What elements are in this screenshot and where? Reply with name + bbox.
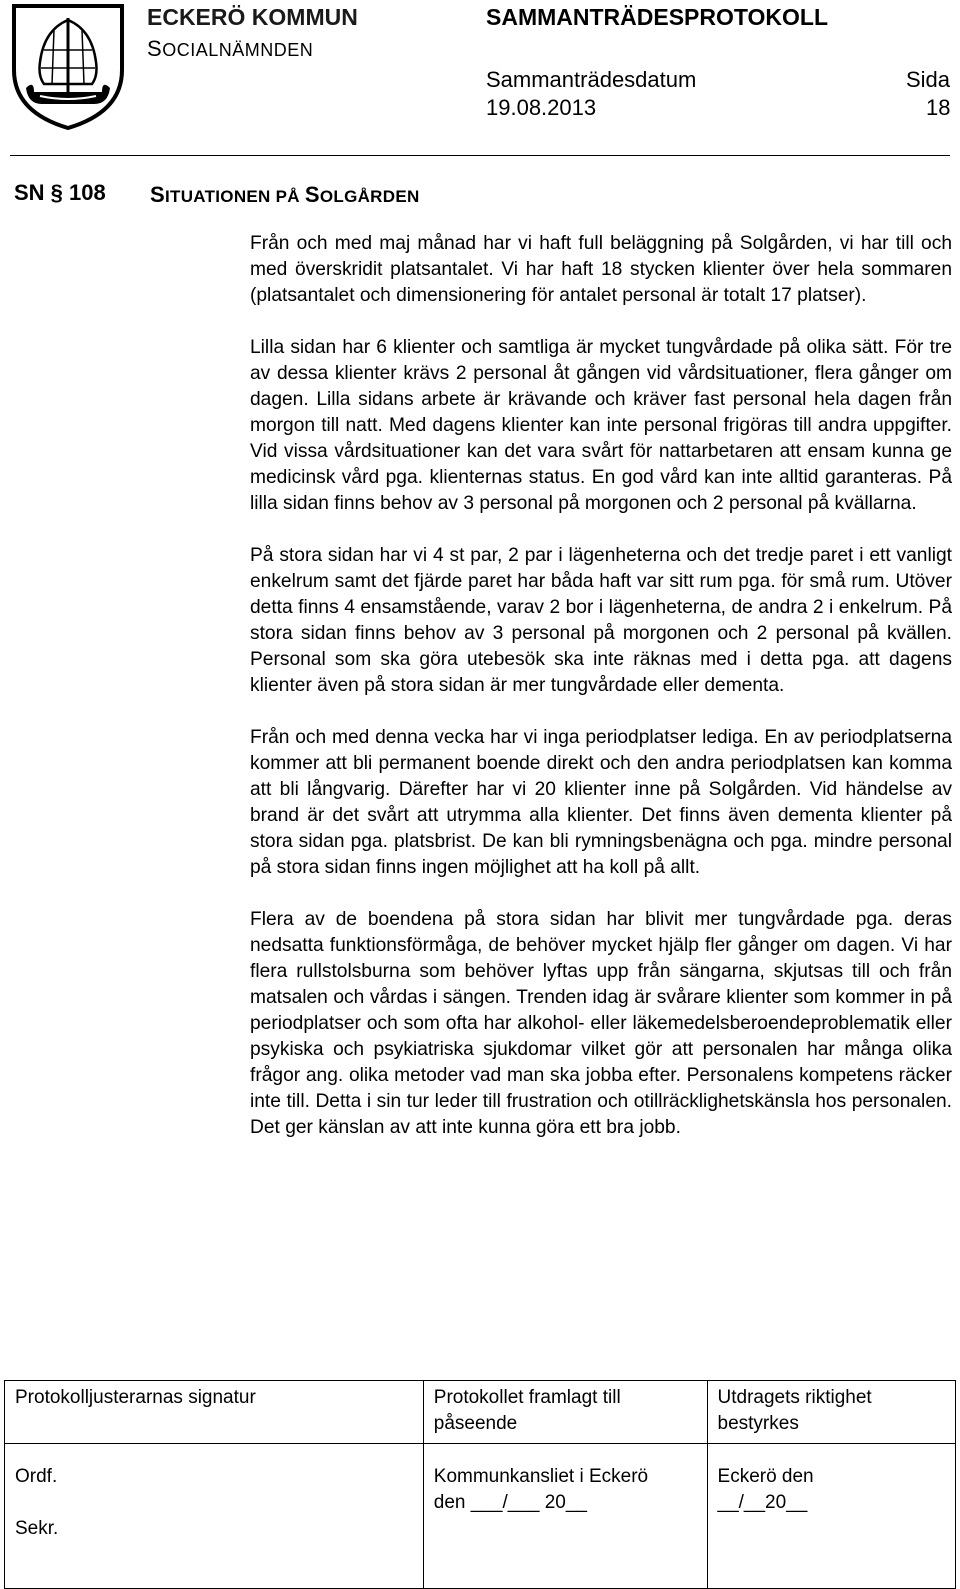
section-title xyxy=(150,182,420,208)
signature-cell xyxy=(5,1444,424,1589)
page-number: 18 xyxy=(926,95,951,120)
certified-cell xyxy=(707,1444,955,1589)
section-number: SN § 108 xyxy=(14,180,106,205)
committee-name xyxy=(147,36,313,62)
section-title-part-2: OLGÅRDEN xyxy=(319,187,420,206)
meeting-date-label: Sammanträdesdatum xyxy=(486,67,697,92)
committee-initial: S xyxy=(147,36,163,61)
certified-location: Eckerö den xyxy=(717,1466,814,1487)
section-title-cap-2: S xyxy=(304,182,320,207)
posted-date-field: den ___/___ 20__ xyxy=(433,1492,587,1513)
paragraph: Från och med maj månad har vi haft full beläggning på Solgården, vi har till och med överskridit platsantalet. Vi har haft 18 stycken klienter över hela sommaren (platsantalet och dimensionering för antalet personal är totalt 17 platser). xyxy=(250,233,952,306)
paragraph: På stora sidan har vi 4 st par, 2 par i lägenheterna och det tredje paret i ett vanligt enkelrum samt det fjärde paret har båda haft var sitt rum pga. för små rum. Utöver detta finns 4 ensamstående, varav 2 bor i lägenheterna, de andra 2 i enkelrum. På stora sidan finns behov av 3 personal på morgonen och 2 personal på kvällen. Personal som ska göra utebesök ska inte räknas med i detta pga. att dagens klienter även på stora sidan är mer tungvårdade eller dementa. xyxy=(250,545,952,696)
committee-rest: OCIALNÄMNDEN xyxy=(162,40,314,60)
document-title: SAMMANTRÄDESPROTOKOLL xyxy=(486,4,829,30)
municipality-coat-of-arms xyxy=(4,0,132,132)
certified-header: Utdragets riktighet bestyrkes xyxy=(707,1381,955,1444)
posted-cell xyxy=(423,1444,707,1589)
paragraph: Flera av de boendena på stora sidan har blivit mer tungvårdade pga. deras nedsatta funktionsförmåga, de behöver mycket hjälp fler gånger om dagen. Vi har flera rullstolsburna som behöver lyftas upp från sängarna, skjutsas till och från matsalen och vårdas i sängen. Trenden idag är svårare klienter som kommer in på periodplatser och som ofta har alkohol- eller läkemedelsberoendeproblematik eller psykiska och psykiatriska sjukdomar vilket gör att personalen har många olika frågor ang. olika metoder vad man ska jobba efter. Personalens kompetens räcker inte till. Detta i sin tur leder till frustration och otillräcklighetskänsla hos personalen. Det ger känslan av att inte kunna göra ett bra jobb. xyxy=(250,909,952,1138)
municipality-name: ECKERÖ KOMMUN xyxy=(147,4,358,30)
posted-header: Protokollet framlagt till påseende xyxy=(423,1381,707,1444)
meeting-date: 19.08.2013 xyxy=(486,95,597,120)
signature-table xyxy=(0,1380,960,1571)
posted-location: Kommunkansliet i Eckerö xyxy=(433,1466,649,1487)
section-title-cap-1: S xyxy=(150,182,165,207)
paragraph: Lilla sidan har 6 klienter och samtliga är mycket tungvårdade på olika sätt. För tre av dessa klienter krävs 2 personal åt gången vid vårdsituationer, flera gånger om dagen. Lilla sidans arbete är krävande och kräver fast personal hela dagen från morgon till natt. Med dagens klienter kan inte personal frigöras till andra uppgifter. Vid vissa vårdsituationer kan det vara svårt för nattarbetaren att ensam kunna ge medicinsk vård pga. klienternas status. En god vård kan inte alltid garanteras. På lilla sidan finns behov av 3 personal på morgonen och 2 personal på kvällarna. xyxy=(250,337,952,514)
certified-date-field: __/__20__ xyxy=(717,1492,808,1513)
chair-label: Ordf. xyxy=(15,1466,58,1487)
minutes-body xyxy=(250,231,952,1167)
section-title-part-1: ITUATIONEN PÅ xyxy=(164,187,305,206)
header-divider xyxy=(10,155,950,156)
signature-header: Protokolljusterarnas signatur xyxy=(5,1381,424,1444)
secretary-label: Sekr. xyxy=(15,1518,59,1539)
page-label: Sida xyxy=(906,67,951,92)
paragraph: Från och med denna vecka har vi inga periodplatser lediga. En av periodplatserna kommer att bli permanent boende direkt och den andra periodplatsen kan komma att bli långvarig. Därefter har vi 20 klienter inne på Solgården. Vid händelse av brand är det svårt att utrymma alla klienter. Det finns även dementa klienter på stora sidan pga. platsbrist. De kan bli rymningsbenägna och pga. mindre personal på stora sidan finns ingen möjlighet att ha koll på allt. xyxy=(250,727,952,878)
